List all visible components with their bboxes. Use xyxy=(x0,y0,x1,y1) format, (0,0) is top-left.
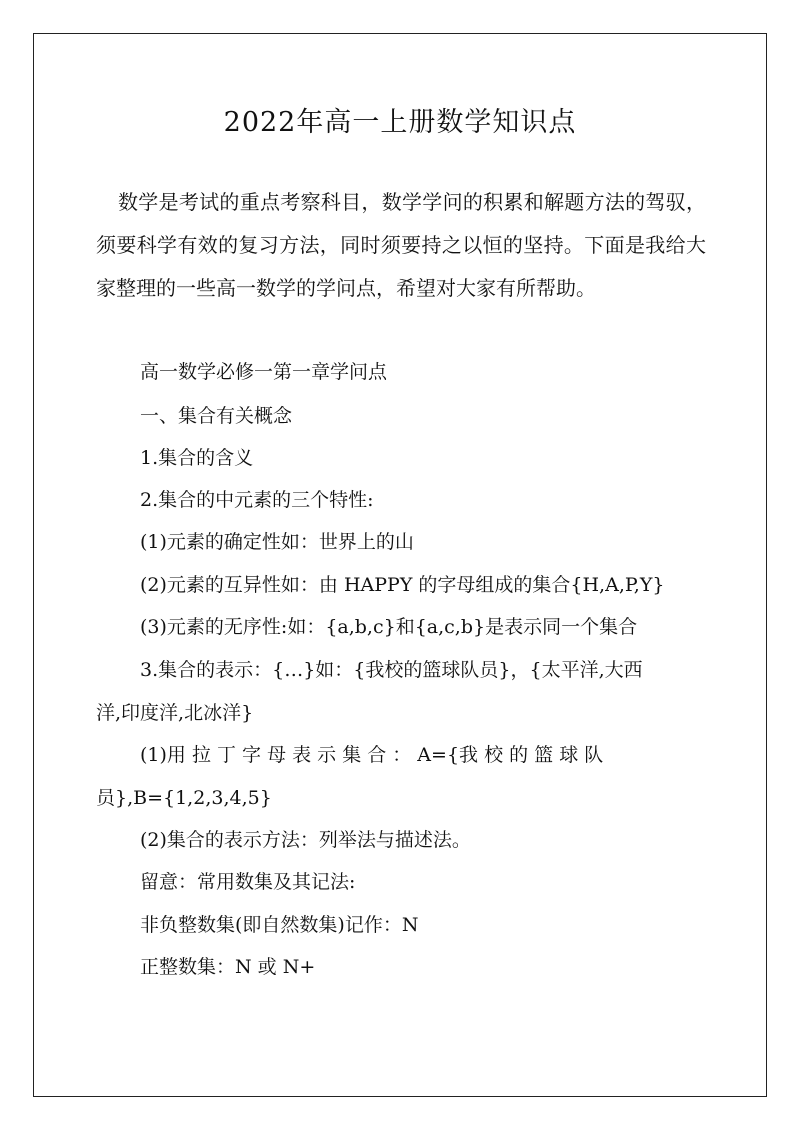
list-item-continuation: 洋,印度洋,北冰洋} xyxy=(96,702,254,724)
note-line: 留意：常用数集及其记法: xyxy=(140,871,356,893)
intro-paragraph: 数学是考试的重点考察科目，数学学问的积累和解题方法的驾驭，须要科学有效的复习方法，同时须要持之以恒的坚持。下面是我给大家整理的一些高一数学的学问点，希望对大家有所帮助。 xyxy=(96,190,706,300)
chapter-heading: 高一数学必修一第一章学问点 xyxy=(140,361,388,383)
list-item: 非负整数集(即自然数集)记作：N xyxy=(140,914,419,936)
list-item: (3)元素的无序性:如：{a,b,c}和{a,c,b}是表示同一个集合 xyxy=(140,616,638,638)
list-item: 3.集合的表示：{…}如：{我校的篮球队员}，{太平洋,大西 xyxy=(140,659,643,681)
list-item: (1)用 拉 丁 字 母 表 示 集 合 ： A={我 校 的 篮 球 队 xyxy=(140,744,604,766)
list-item: (2)元素的互异性如：由 HAPPY 的字母组成的集合{H,A,P,Y} xyxy=(140,574,665,596)
list-item: 2.集合的中元素的三个特性: xyxy=(140,489,374,511)
list-item: 1.集合的含义 xyxy=(140,447,254,469)
section-heading: 一、集合有关概念 xyxy=(140,405,293,427)
list-item-continuation: 员},B={1,2,3,4,5} xyxy=(96,787,272,809)
page-title: 2022年高一上册数学知识点 xyxy=(223,107,577,138)
list-item: (2)集合的表示方法：列举法与描述法。 xyxy=(140,829,471,851)
list-item: (1)元素的确定性如：世界上的山 xyxy=(140,531,414,553)
list-item: 正整数集：N 或 N+ xyxy=(140,956,316,978)
